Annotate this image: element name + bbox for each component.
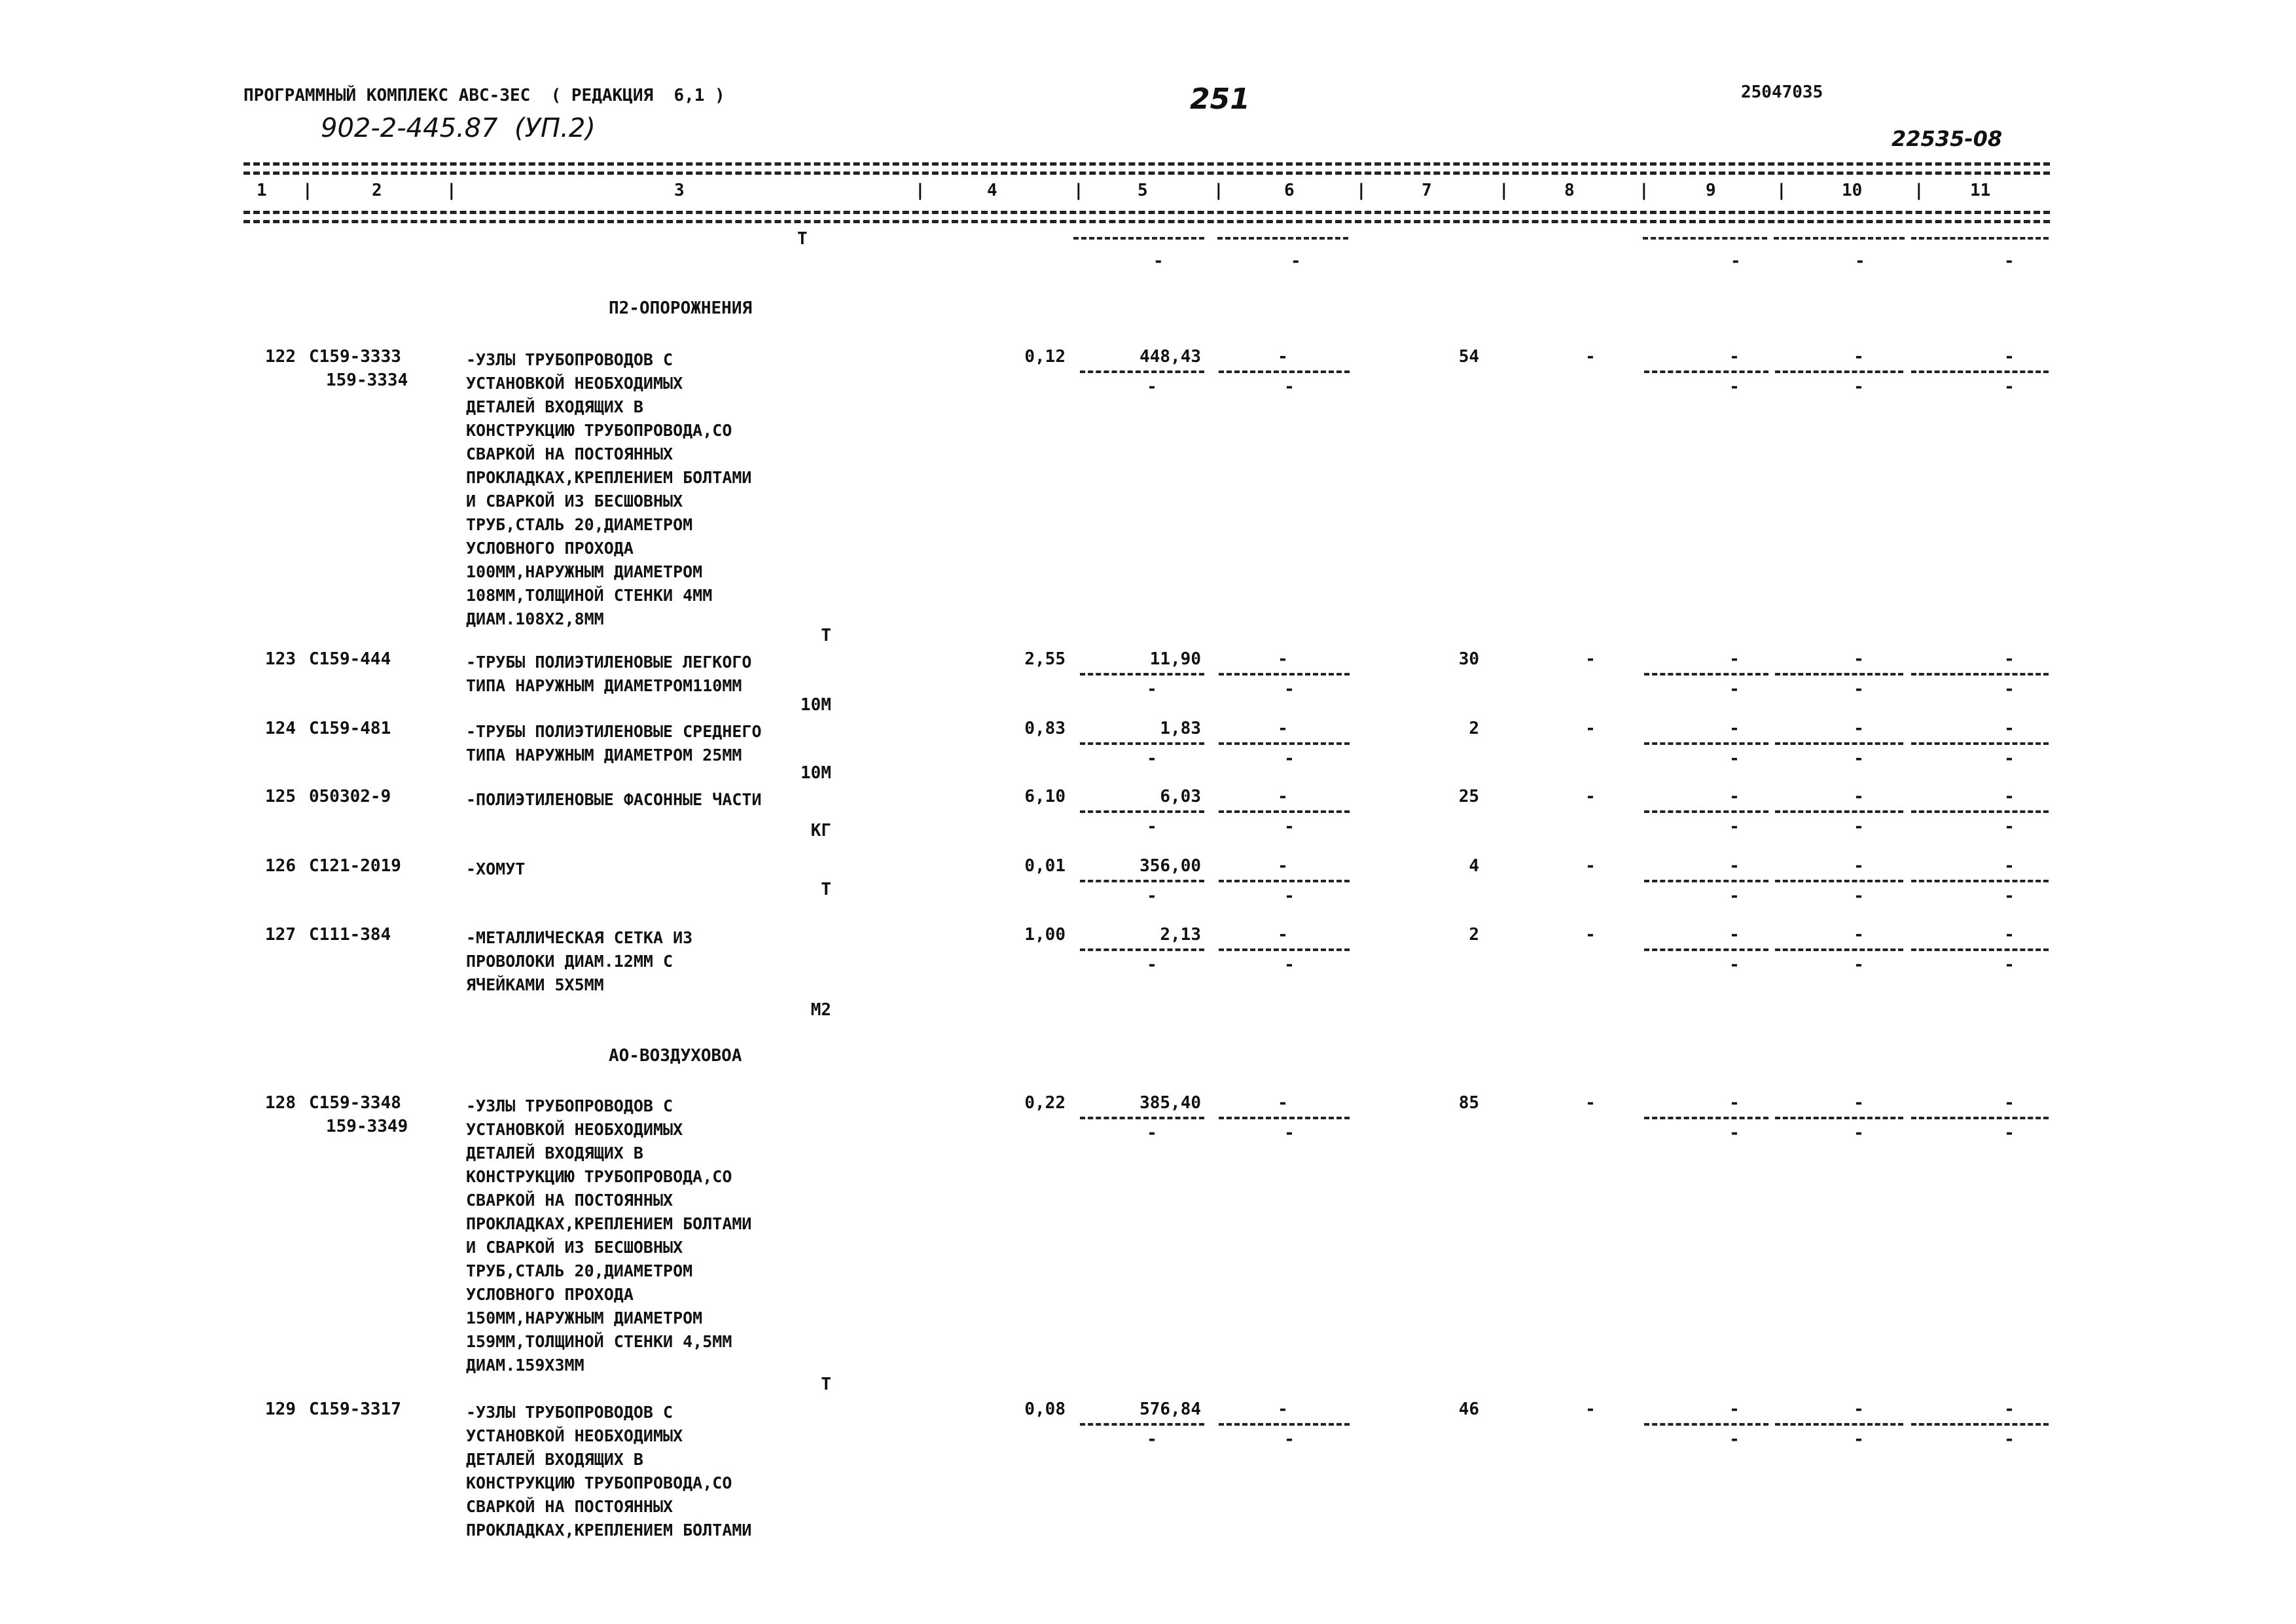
cell-separator: [1911, 810, 2049, 813]
cell-separator: [1775, 673, 1903, 676]
col-4: 4: [987, 181, 997, 200]
row-code: С159-3317: [309, 1399, 401, 1419]
row-code: С159-481: [309, 719, 391, 738]
row-unit: Т: [821, 880, 831, 899]
cell-subvalue: -: [1854, 886, 1864, 906]
row-col10-value: -: [1854, 649, 1864, 669]
cell-separator: [1644, 880, 1768, 882]
row-col5-value: 576,84: [1139, 1399, 1201, 1419]
col-1: 1: [257, 181, 267, 200]
cell-separator: [1219, 370, 1350, 373]
row-col6-value: -: [1278, 649, 1288, 669]
row-col5-value: 356,00: [1139, 856, 1201, 876]
row-description: -МЕТАЛЛИЧЕСКАЯ СЕТКА ИЗ ПРОВОЛОКИ ДИАМ.12ММ С ЯЧЕЙКАМИ 5Х5ММ: [466, 928, 693, 994]
document-code: 25047035: [1741, 82, 1823, 102]
cell-separator: [1219, 948, 1350, 951]
row-col7-value: 4: [1469, 856, 1479, 876]
row-col6-value: -: [1278, 1093, 1288, 1113]
cell-subvalue: -: [2004, 679, 2015, 699]
cell-separator: [1080, 948, 1204, 951]
row-col4-value: 0,08: [1024, 1399, 1066, 1419]
cell-separator: [1911, 673, 2049, 676]
col-10: 10: [1842, 181, 1863, 200]
cell-subvalue: -: [1284, 817, 1295, 837]
cell-subvalue: -: [1854, 955, 1864, 975]
cell-subvalue: -: [1147, 1123, 1157, 1143]
header-rule-bottom-2: [243, 220, 2050, 223]
cell-subvalue: -: [1729, 1123, 1740, 1143]
cell-subvalue: -: [1284, 1430, 1295, 1449]
row-col9-value: -: [1729, 787, 1740, 806]
cell-subvalue: -: [1729, 886, 1740, 906]
row-col4-value: 2,55: [1024, 649, 1066, 669]
cell-subvalue: -: [1854, 817, 1864, 837]
cell-separator: [1911, 1117, 2049, 1119]
row-col4-value: 0,01: [1024, 856, 1066, 876]
row-col4-value: 0,12: [1024, 347, 1066, 367]
cell-separator: [1644, 1117, 1768, 1119]
cell-separator: [1219, 880, 1350, 882]
row-col7-value: 2: [1469, 719, 1479, 738]
cell-subvalue: -: [1854, 1430, 1864, 1449]
row-col10-value: -: [1854, 787, 1864, 806]
cell-subvalue: -: [2004, 1430, 2015, 1449]
row-description: -УЗЛЫ ТРУБОПРОВОДОВ С УСТАНОВКОЙ НЕОБХОДИМЫХ ДЕТАЛЕЙ ВХОДЯЩИХ В КОНСТРУКЦИЮ ТРУБОПРОВОДА,СО СВАРКОЙ НА ПОСТОЯННЫХ ПРОКЛАДКАХ,КРЕПЛЕНИЕМ БОЛТАМИ И СВАРКОЙ ИЗ БЕСШОВНЫХ ТРУБ,СТАЛЬ 20,ДИАМЕТРОМ УСЛОВНОГО ПРОХОДА 100ММ,НАРУЖНЫМ ДИАМЕТРОМ 108ММ,ТОЛЩИНОЙ СТЕНКИ 4ММ ДИАМ.108Х2,8ММ: [466, 350, 752, 628]
row-description: -УЗЛЫ ТРУБОПРОВОДОВ С УСТАНОВКОЙ НЕОБХОДИМЫХ ДЕТАЛЕЙ ВХОДЯЩИХ В КОНСТРУКЦИЮ ТРУБОПРОВОДА,СО СВАРКОЙ НА ПОСТОЯННЫХ ПРОКЛАДКАХ,КРЕПЛЕНИЕМ БОЛТАМИ И СВАРКОЙ ИЗ БЕСШОВНЫХ ТРУБ,СТАЛЬ 20,ДИАМЕТРОМ УСЛОВНОГО ПРОХОДА 150ММ,НАРУЖНЫМ ДИАМЕТРОМ 159ММ,ТОЛЩИНОЙ СТЕНКИ 4,5ММ ДИАМ.159Х3ММ: [466, 1096, 752, 1375]
cell-subvalue: -: [2004, 1123, 2015, 1143]
row-unit: Т: [821, 1375, 831, 1394]
cell-subvalue: -: [1147, 955, 1157, 975]
row-number: 125: [265, 787, 296, 806]
row-description: -ТРУБЫ ПОЛИЭТИЛЕНОВЫЕ СРЕДНЕГО ТИПА НАРУЖНЫМ ДИАМЕТРОМ 25ММ: [466, 722, 762, 765]
section-title: АО-ВОЗДУХОВОА: [609, 1046, 742, 1066]
row-unit: М2: [810, 1000, 831, 1020]
cell-subvalue: -: [1854, 1123, 1864, 1143]
cell-separator: [1219, 673, 1350, 676]
row-col5-value: 11,90: [1149, 649, 1201, 669]
row-col10-value: -: [1854, 856, 1864, 876]
row-description: -ХОМУТ: [466, 859, 526, 878]
row-col11-value: -: [2004, 787, 2015, 806]
row-col6-value: -: [1278, 719, 1288, 738]
row-col9-value: -: [1729, 925, 1740, 945]
cell-separator: [1080, 370, 1204, 373]
row-description: -ТРУБЫ ПОЛИЭТИЛЕНОВЫЕ ЛЕГКОГО ТИПА НАРУЖНЫМ ДИАМЕТРОМ110ММ: [466, 653, 752, 695]
row-col11-value: -: [2004, 649, 2015, 669]
row-number: 127: [265, 925, 296, 945]
row-code: С159-3333: [309, 347, 401, 367]
row-col6-value: -: [1278, 856, 1288, 876]
cell-subvalue: -: [1729, 817, 1740, 837]
row-col4-value: 1,00: [1024, 925, 1066, 945]
col-11: 11: [1970, 181, 1991, 200]
row-col10-value: -: [1854, 925, 1864, 945]
cell-separator: [1080, 880, 1204, 882]
row-col10-value: -: [1854, 1399, 1864, 1419]
cell-subvalue: -: [1147, 377, 1157, 397]
row-code: С159-444: [309, 649, 391, 669]
row-unit: КГ: [810, 821, 831, 840]
row-number: 126: [265, 856, 296, 876]
cell-subvalue: -: [1147, 749, 1157, 768]
cell-separator: [1911, 370, 2049, 373]
cell-separator: [1644, 948, 1768, 951]
cell-separator: [1644, 742, 1768, 745]
cell-separator: [1080, 1423, 1204, 1426]
row-code: 050302-9: [309, 787, 391, 806]
row-col11-value: -: [2004, 856, 2015, 876]
cell-subvalue: -: [1147, 886, 1157, 906]
cell-separator: [1080, 1117, 1204, 1119]
row-code: С121-2019: [309, 856, 401, 876]
cell-subvalue: -: [1729, 1430, 1740, 1449]
row-col4-value: 6,10: [1024, 787, 1066, 806]
row-col7-value: 54: [1458, 347, 1479, 367]
cell-subvalue: -: [2004, 886, 2015, 906]
col-8: 8: [1564, 181, 1575, 200]
cell-separator: [1219, 1117, 1350, 1119]
col-2: 2: [372, 181, 382, 200]
row-col8-value: -: [1585, 649, 1596, 669]
row-col8-value: -: [1585, 1093, 1596, 1113]
cell-separator: [1775, 1423, 1903, 1426]
cell-subvalue: -: [1854, 377, 1864, 397]
row-number: 124: [265, 719, 296, 738]
cell-separator: [1775, 948, 1903, 951]
cell-subvalue: -: [1729, 377, 1740, 397]
sheet-code: 22535-08: [1892, 126, 2003, 151]
cell-subvalue: -: [1854, 749, 1864, 768]
row-col7-value: 30: [1458, 649, 1479, 669]
row-col11-value: -: [2004, 1399, 2015, 1419]
cell-subvalue: -: [2004, 955, 2015, 975]
cell-separator: [1644, 810, 1768, 813]
row-col11-value: -: [2004, 347, 2015, 367]
row-col10-value: -: [1854, 719, 1864, 738]
row-col10-value: -: [1854, 1093, 1864, 1113]
cell-separator: [1911, 742, 2049, 745]
row-col6-value: -: [1278, 925, 1288, 945]
row-col5-value: 385,40: [1139, 1093, 1201, 1113]
row-col9-value: -: [1729, 856, 1740, 876]
row-number: 128: [265, 1093, 296, 1113]
cell-separator: [1775, 880, 1903, 882]
cell-subvalue: -: [1147, 817, 1157, 837]
row-number: 123: [265, 649, 296, 669]
row-col8-value: -: [1585, 856, 1596, 876]
row-col8-value: -: [1585, 347, 1596, 367]
row-col11-value: -: [2004, 1093, 2015, 1113]
cell-separator: [1219, 1423, 1350, 1426]
cell-subvalue: -: [1284, 377, 1295, 397]
header-rule-top: [243, 162, 2050, 166]
cell-subvalue: -: [1729, 679, 1740, 699]
row-description: -ПОЛИЭТИЛЕНОВЫЕ ФАСОННЫЕ ЧАСТИ: [466, 790, 762, 809]
row-col5-value: 6,03: [1160, 787, 1201, 806]
cell-separator: [1644, 1423, 1768, 1426]
cell-separator: [1219, 810, 1350, 813]
top-unit: Т: [797, 229, 808, 249]
row-col7-value: 25: [1458, 787, 1479, 806]
project-number: 902-2-445.87 (УП.2): [321, 113, 596, 143]
row-col11-value: -: [2004, 925, 2015, 945]
row-col9-value: -: [1729, 719, 1740, 738]
cell-subvalue: -: [1729, 749, 1740, 768]
section-title: П2-ОПОРОЖНЕНИЯ: [609, 298, 753, 318]
row-col8-value: -: [1585, 1399, 1596, 1419]
row-col8-value: -: [1585, 719, 1596, 738]
cell-subvalue: -: [2004, 377, 2015, 397]
cell-subvalue: -: [1147, 1430, 1157, 1449]
cell-subvalue: -: [1284, 1123, 1295, 1143]
row-col7-value: 46: [1458, 1399, 1479, 1419]
row-col11-value: -: [2004, 719, 2015, 738]
row-col9-value: -: [1729, 1093, 1740, 1113]
cell-separator: [1080, 742, 1204, 745]
row-description: -УЗЛЫ ТРУБОПРОВОДОВ С УСТАНОВКОЙ НЕОБХОДИМЫХ ДЕТАЛЕЙ ВХОДЯЩИХ В КОНСТРУКЦИЮ ТРУБОПРОВОДА,СО СВАРКОЙ НА ПОСТОЯННЫХ ПРОКЛАДКАХ,КРЕПЛЕНИЕМ БОЛТАМИ: [466, 1403, 752, 1540]
cell-separator: [1775, 810, 1903, 813]
row-col4-value: 0,22: [1024, 1093, 1066, 1113]
cell-subvalue: -: [1284, 679, 1295, 699]
col-3: 3: [674, 181, 685, 200]
cell-subvalue: -: [1147, 679, 1157, 699]
cell-subvalue: -: [1284, 955, 1295, 975]
col-6: 6: [1284, 181, 1295, 200]
cell-separator: [1775, 742, 1903, 745]
cell-subvalue: -: [1729, 955, 1740, 975]
row-col5-value: 448,43: [1139, 347, 1201, 367]
row-col9-value: -: [1729, 347, 1740, 367]
row-col8-value: -: [1585, 787, 1596, 806]
cell-subvalue: -: [1284, 886, 1295, 906]
col-5: 5: [1138, 181, 1148, 200]
cell-separator: [1911, 1423, 2049, 1426]
cell-separator: [1644, 370, 1768, 373]
row-col10-value: -: [1854, 347, 1864, 367]
row-col9-value: -: [1729, 1399, 1740, 1419]
page-number: 251: [1190, 82, 1250, 116]
cell-separator: [1775, 1117, 1903, 1119]
header-rule-bottom: [243, 211, 2050, 214]
row-unit: Т: [821, 626, 831, 645]
col-7: 7: [1422, 181, 1432, 200]
row-col6-value: -: [1278, 1399, 1288, 1419]
row-number: 122: [265, 347, 296, 367]
program-title: ПРОГРАММНЫЙ КОМПЛЕКС АВС-3ЕС ( РЕДАКЦИЯ 6,1 ): [243, 86, 725, 105]
row-code-secondary: 159-3349: [326, 1117, 408, 1136]
header-rule-top-2: [243, 171, 2050, 175]
cell-subvalue: -: [1854, 679, 1864, 699]
cell-separator: [1775, 370, 1903, 373]
row-col9-value: -: [1729, 649, 1740, 669]
row-col5-value: 1,83: [1160, 719, 1201, 738]
row-col6-value: -: [1278, 787, 1288, 806]
row-col7-value: 2: [1469, 925, 1479, 945]
row-code-secondary: 159-3334: [326, 370, 408, 390]
row-col4-value: 0,83: [1024, 719, 1066, 738]
col-9: 9: [1706, 181, 1716, 200]
row-col6-value: -: [1278, 347, 1288, 367]
cell-separator: [1080, 673, 1204, 676]
cell-separator: [1911, 948, 2049, 951]
row-unit: 10М: [800, 763, 831, 783]
row-col8-value: -: [1585, 925, 1596, 945]
cell-subvalue: -: [1284, 749, 1295, 768]
cell-separator: [1219, 742, 1350, 745]
row-code: С159-3348: [309, 1093, 401, 1113]
cell-separator: [1911, 880, 2049, 882]
row-col7-value: 85: [1458, 1093, 1479, 1113]
row-unit: 10М: [800, 695, 831, 715]
cell-subvalue: -: [2004, 749, 2015, 768]
row-number: 129: [265, 1399, 296, 1419]
row-code: С111-384: [309, 925, 391, 945]
cell-separator: [1080, 810, 1204, 813]
cell-separator: [1644, 673, 1768, 676]
row-col5-value: 2,13: [1160, 925, 1201, 945]
cell-subvalue: -: [2004, 817, 2015, 837]
